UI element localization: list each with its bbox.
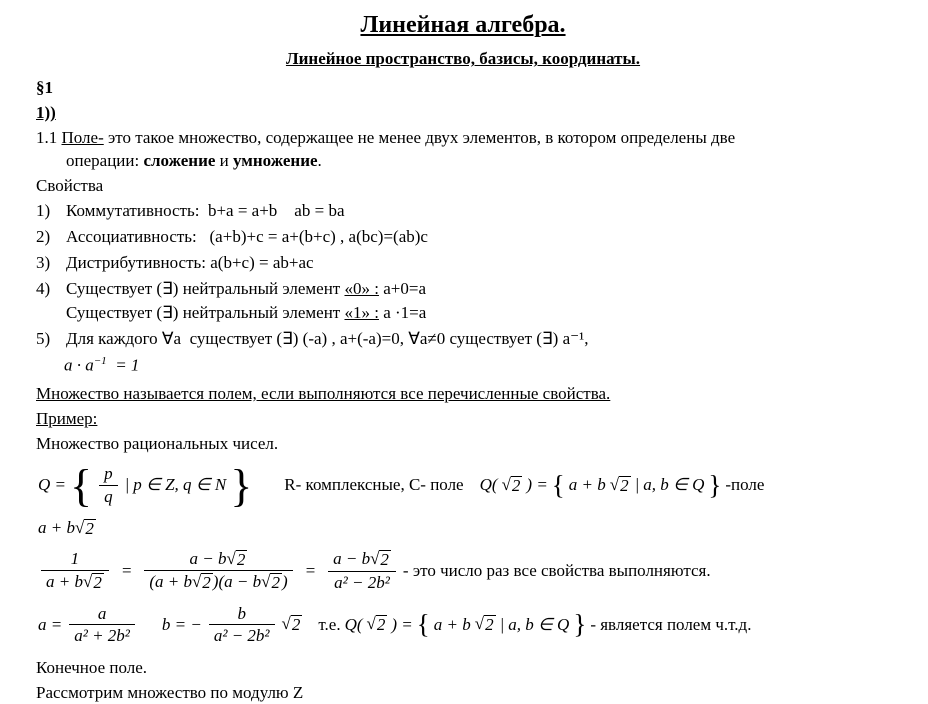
q-ext-eq: ) = [391,614,413,634]
neutral-zero-line [66,278,890,300]
sqrt-radical [227,550,248,570]
fraction-denominator: q [104,486,113,506]
formula-a-plus-b-sqrt2 [38,517,890,539]
property-number: 3) [36,252,51,272]
definition-conjunction: и [215,150,234,170]
fraction-numerator: p [99,464,118,486]
sqrt-sign-icon: √ [609,474,620,494]
definition-line2: операции: [66,150,144,170]
sqrt-argument: 2 [93,572,102,592]
property-number: 1) [36,200,51,220]
fraction-denominator: a² − 2b² [213,626,270,646]
q-ext-lhs: Q( [344,614,363,634]
sqrt-argument: 2 [271,573,280,593]
example-label: Пример: [36,409,98,429]
sqrt-radical [75,519,96,539]
item-mark-line [36,102,890,124]
sqrt-sign-icon: √ [82,571,93,591]
neutral-one-symbol: «1» : [344,303,379,323]
right-curly-brace: } [573,609,587,640]
definition-text: это такое множество, содержащее не менее двух элементов, в котором определены две [103,128,736,148]
den-text: )(a − b [212,572,262,592]
example-label-line [36,408,890,430]
sqrt-sign-icon: √ [370,549,380,569]
sqrt-radical [192,573,213,593]
qed-tail: - является полем ч.т.д. [590,614,752,634]
rational-set-label: Множество рациональных чисел. [36,434,279,454]
sqrt-sign-icon: √ [474,614,485,634]
fraction-conjugate [144,549,292,593]
property-item-4 [36,278,890,324]
set-body: a + b [568,475,606,495]
sqrt-radical [282,615,303,635]
sqrt-argument: 2 [485,615,494,635]
property-item-2 [36,226,890,248]
property-number: 4) [36,279,51,299]
definition-bold-multiplication: умножение [233,150,318,170]
q-lhs: Q = [38,475,66,495]
property-text: Коммутативность: b+a = a+b ab = ba [66,200,345,220]
left-curly-brace: { [551,469,565,500]
fraction-denominator [144,571,292,593]
fraction-numerator: a [69,604,135,626]
fraction-b [209,604,275,646]
property-number: 5) [36,329,51,349]
neutral-one-pre: Существует (∃) нейтральный элемент [66,303,345,323]
field-tail: -поле [725,475,765,495]
sqrt-radical [475,615,496,635]
clipped-text: Рассмотрим множество по модулю Z [36,683,304,703]
sqrt-sign-icon: √ [226,548,236,568]
formula-row-q-definition [38,459,890,511]
equals-sign: = [304,560,317,580]
sqrt-sign-icon: √ [191,572,202,592]
set-body: a + b [433,614,471,634]
neutral-one-eq: a ·1=a [378,303,427,323]
num-text: a − b [333,549,371,569]
neutral-zero-eq: a+0=a [378,279,426,299]
such-that-bar: | [634,475,640,495]
definition-number: 1.1 [36,128,62,148]
sqrt-argument: 2 [376,615,386,635]
page-title: Линейная алгебра. [360,12,566,38]
neutral-zero-pre: Существует (∃) нейтральный элемент [66,279,345,299]
property-text-block [66,278,890,324]
definition-term: Поле- [61,128,104,148]
property-number: 2) [36,226,51,246]
formula-rhs: = 1 [106,355,140,375]
sqrt-sign-icon: √ [261,572,271,592]
neutral-zero-symbol: «0» : [344,279,379,299]
den-text: a + b [46,571,83,591]
field-statement: Множество называется полем, если выполняются все перечисленные свойства. [36,384,611,404]
field-statement-line [36,383,890,405]
fraction-numerator [144,549,292,572]
fraction-numerator [328,549,396,572]
left-curly-brace: { [70,459,93,511]
b-lhs: b = − [161,614,202,634]
sqrt-sign-icon: √ [281,614,291,634]
exponent-minus-one: −1 [93,355,107,368]
den-text: ) [281,572,288,592]
neutral-one-line [66,302,890,324]
fraction-denominator: a² − 2b² [334,572,390,592]
such-that-bar: | [499,614,505,634]
q-ext-lhs: Q( [479,475,498,495]
sqrt-radical [370,550,391,570]
a-lhs: a = [38,614,63,634]
fraction-simplified [328,549,396,592]
fraction-denominator [41,571,109,593]
property-text: Дистрибутивность: a(b+c) = ab+ac [66,252,314,272]
q-condition: p ∈ Z, q ∈ N [133,475,227,495]
sqrt-radical [610,476,631,496]
fraction-p-over-q [99,464,118,506]
sqrt-argument: 2 [85,519,94,539]
formula-body: a + b [38,518,75,538]
sqrt-sign-icon: √ [501,474,511,494]
sqrt-radical [83,573,104,593]
sqrt-sign-icon: √ [74,518,85,538]
page-subtitle: Линейное пространство, базисы, координаты. [285,49,641,69]
set-condition: a, b ∈ Q [508,614,570,634]
sqrt-argument: 2 [380,550,389,570]
fraction-a [69,604,135,646]
definition-tail: . [317,150,322,170]
sqrt-argument: 2 [236,549,246,569]
fraction-denominator: a² + 2b² [74,626,130,646]
property-item-3 [36,252,890,274]
set-condition: a, b ∈ Q [643,475,705,495]
complex-field-note: R- комплексные, C- поле [284,475,464,495]
definition-bold-addition: сложение [143,150,216,170]
left-curly-brace: { [416,609,430,640]
fraction-numerator: 1 [41,549,109,571]
formula-a-times-a-inverse [64,354,890,377]
right-curly-brace: } [708,469,722,500]
sqrt-radical [502,476,523,496]
property-text: Ассоциативность: (a+b)+c = a+(b+c) , a(bc)=(ab)c [66,226,428,246]
formula-row-fraction-chain [38,549,890,593]
den-text: (a + b [149,572,192,592]
sqrt-sign-icon: √ [366,614,376,634]
section-mark: §1 [36,78,53,98]
finite-field-label: Конечное поле. [36,658,148,677]
clipped-next-line [36,682,890,703]
property-item-1 [36,200,890,222]
sqrt-argument: 2 [620,475,629,495]
sqrt-argument: 2 [202,573,211,593]
fraction-one-over [41,549,109,592]
definition-paragraph [36,127,890,171]
sqrt-radical [367,615,388,635]
properties-heading: Свойства [36,175,104,195]
sqrt-argument: 2 [511,475,521,495]
fraction-numerator: b [209,604,275,626]
item-mark: 1)) [36,103,56,123]
sqrt-argument: 2 [291,615,301,635]
formula-body: a · a [64,355,94,375]
sqrt-radical [261,573,282,593]
q-ext-eq: ) = [526,475,548,495]
num-text: a − b [189,548,227,568]
equals-sign: = [120,560,133,580]
property-text: Для каждого ∀a существует (∃) (-a) , a+(-a)=0, ∀a≠0 существует (∃) a⁻¹, [66,329,589,349]
ie-label: т.е. [318,614,341,634]
formula-row-a-b-coefficients [38,604,890,646]
chain-note: - это число раз все свойства выполняются. [402,560,711,580]
such-that-bar: | [124,475,130,495]
property-item-5 [36,328,890,350]
right-curly-brace: } [230,459,253,511]
